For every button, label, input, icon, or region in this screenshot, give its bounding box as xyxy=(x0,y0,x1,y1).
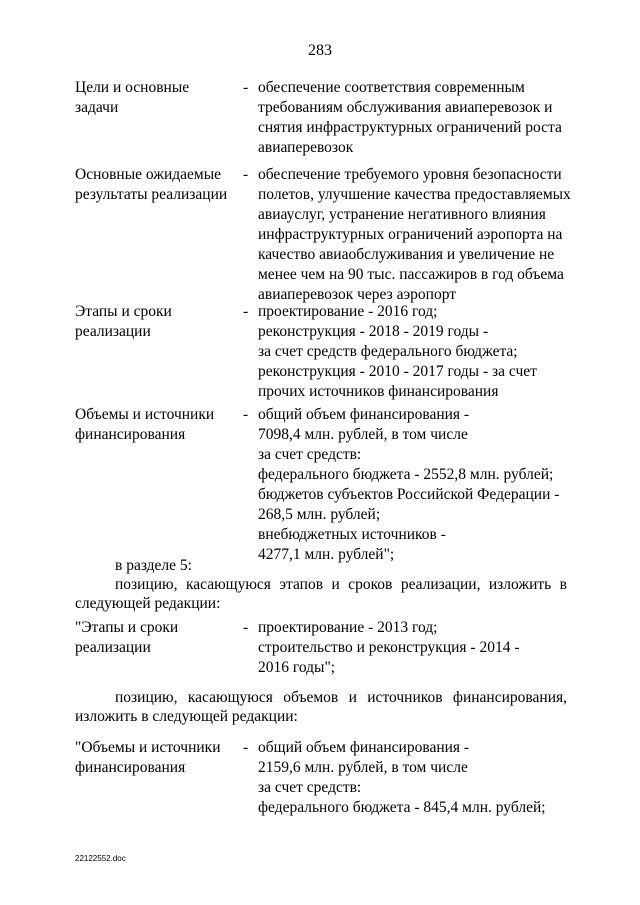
passport-row-funding xyxy=(75,405,575,565)
page-number: 283 xyxy=(308,42,332,59)
content-line: за счет средств: xyxy=(258,779,362,796)
content-line: обеспечение соответствия современным xyxy=(258,79,525,96)
row-dash: - xyxy=(243,406,249,423)
content-line: качество авиаобслуживания и увеличение не xyxy=(258,246,555,263)
passport-row-results xyxy=(75,165,575,305)
instruction-funding-line2: изложить в следующей редакции: xyxy=(75,708,298,725)
row-content xyxy=(258,165,588,305)
content-line: внебюджетных источников - xyxy=(258,526,446,543)
row-dash: - xyxy=(243,79,249,96)
content-line: за счет средств федерального бюджета; xyxy=(258,343,518,360)
instruction-funding-line1: позицию, касающуюся объемов и источников финансирования, xyxy=(115,689,567,706)
content-line: общий объем финансирования - xyxy=(258,406,470,423)
row-dash: - xyxy=(243,166,249,183)
passport-row-goals xyxy=(75,78,575,158)
content-line: снятия инфраструктурных ограничений роста xyxy=(258,119,562,136)
content-line: прочих источников финансирования xyxy=(258,383,499,400)
row-label: Этапы и сроки реализации xyxy=(75,303,172,340)
instruction-stages-line2: следующей редакции: xyxy=(75,595,221,612)
row-content xyxy=(258,618,588,678)
content-line: полетов, улучшение качества предоставляемых xyxy=(258,186,571,203)
content-line: реконструкция - 2010 - 2017 годы - за счет xyxy=(258,363,537,380)
content-line: 268,5 млн. рублей; xyxy=(258,506,381,523)
content-line: общий объем финансирования - xyxy=(258,739,470,756)
row-label: "Объемы и источники финансирования xyxy=(75,739,221,776)
content-line: авиауслуг, устранение негативного влияния xyxy=(258,206,546,223)
row-dash: - xyxy=(243,619,249,636)
section-5-intro: в разделе 5: xyxy=(115,557,192,574)
content-line: авиаперевозок через аэропорт xyxy=(258,286,457,303)
row-dash: - xyxy=(243,303,249,320)
content-line: обеспечение требуемого уровня безопасности xyxy=(258,166,562,183)
content-line: проектирование - 2016 год; xyxy=(258,303,438,320)
content-line: за счет средств: xyxy=(258,446,362,463)
row-content xyxy=(258,405,588,565)
new-row-stages xyxy=(75,618,575,678)
row-dash: - xyxy=(243,739,249,756)
content-line: авиаперевозок xyxy=(258,139,354,156)
row-label: Цели и основные задачи xyxy=(75,79,190,116)
row-content xyxy=(258,738,588,818)
content-line: федерального бюджета - 2552,8 млн. рублей; xyxy=(258,466,554,483)
instruction-stages-line1: позицию, касающуюся этапов и сроков реализации, изложить в xyxy=(115,576,567,593)
row-content xyxy=(258,302,588,402)
content-line: федерального бюджета - 845,4 млн. рублей; xyxy=(258,799,546,816)
content-line: строительство и реконструкция - 2014 - xyxy=(258,639,520,656)
row-label: Основные ожидаемые результаты реализации xyxy=(75,166,228,203)
content-line: 7098,4 млн. рублей, в том числе xyxy=(258,426,468,443)
footer-filename: 22122552.doc xyxy=(75,854,126,863)
content-line: инфраструктурных ограничений аэропорта на xyxy=(258,226,563,243)
content-line: проектирование - 2013 год; xyxy=(258,619,438,636)
content-line: менее чем на 90 тыс. пассажиров в год объема xyxy=(258,266,564,283)
content-line: требованиям обслуживания авиаперевозок и xyxy=(258,99,553,116)
content-line: 2016 годы"; xyxy=(258,659,336,676)
passport-row-stages xyxy=(75,302,575,402)
content-line: реконструкция - 2018 - 2019 годы - xyxy=(258,323,489,340)
row-label: Объемы и источники финансирования xyxy=(75,406,215,443)
new-row-funding xyxy=(75,738,575,818)
content-line: 4277,1 млн. рублей"; xyxy=(258,546,395,563)
row-content xyxy=(258,78,588,158)
content-line: 2159,6 млн. рублей, в том числе xyxy=(258,759,468,776)
content-line: бюджетов субъектов Российской Федерации - xyxy=(258,486,560,503)
row-label: "Этапы и сроки реализации xyxy=(75,619,179,656)
